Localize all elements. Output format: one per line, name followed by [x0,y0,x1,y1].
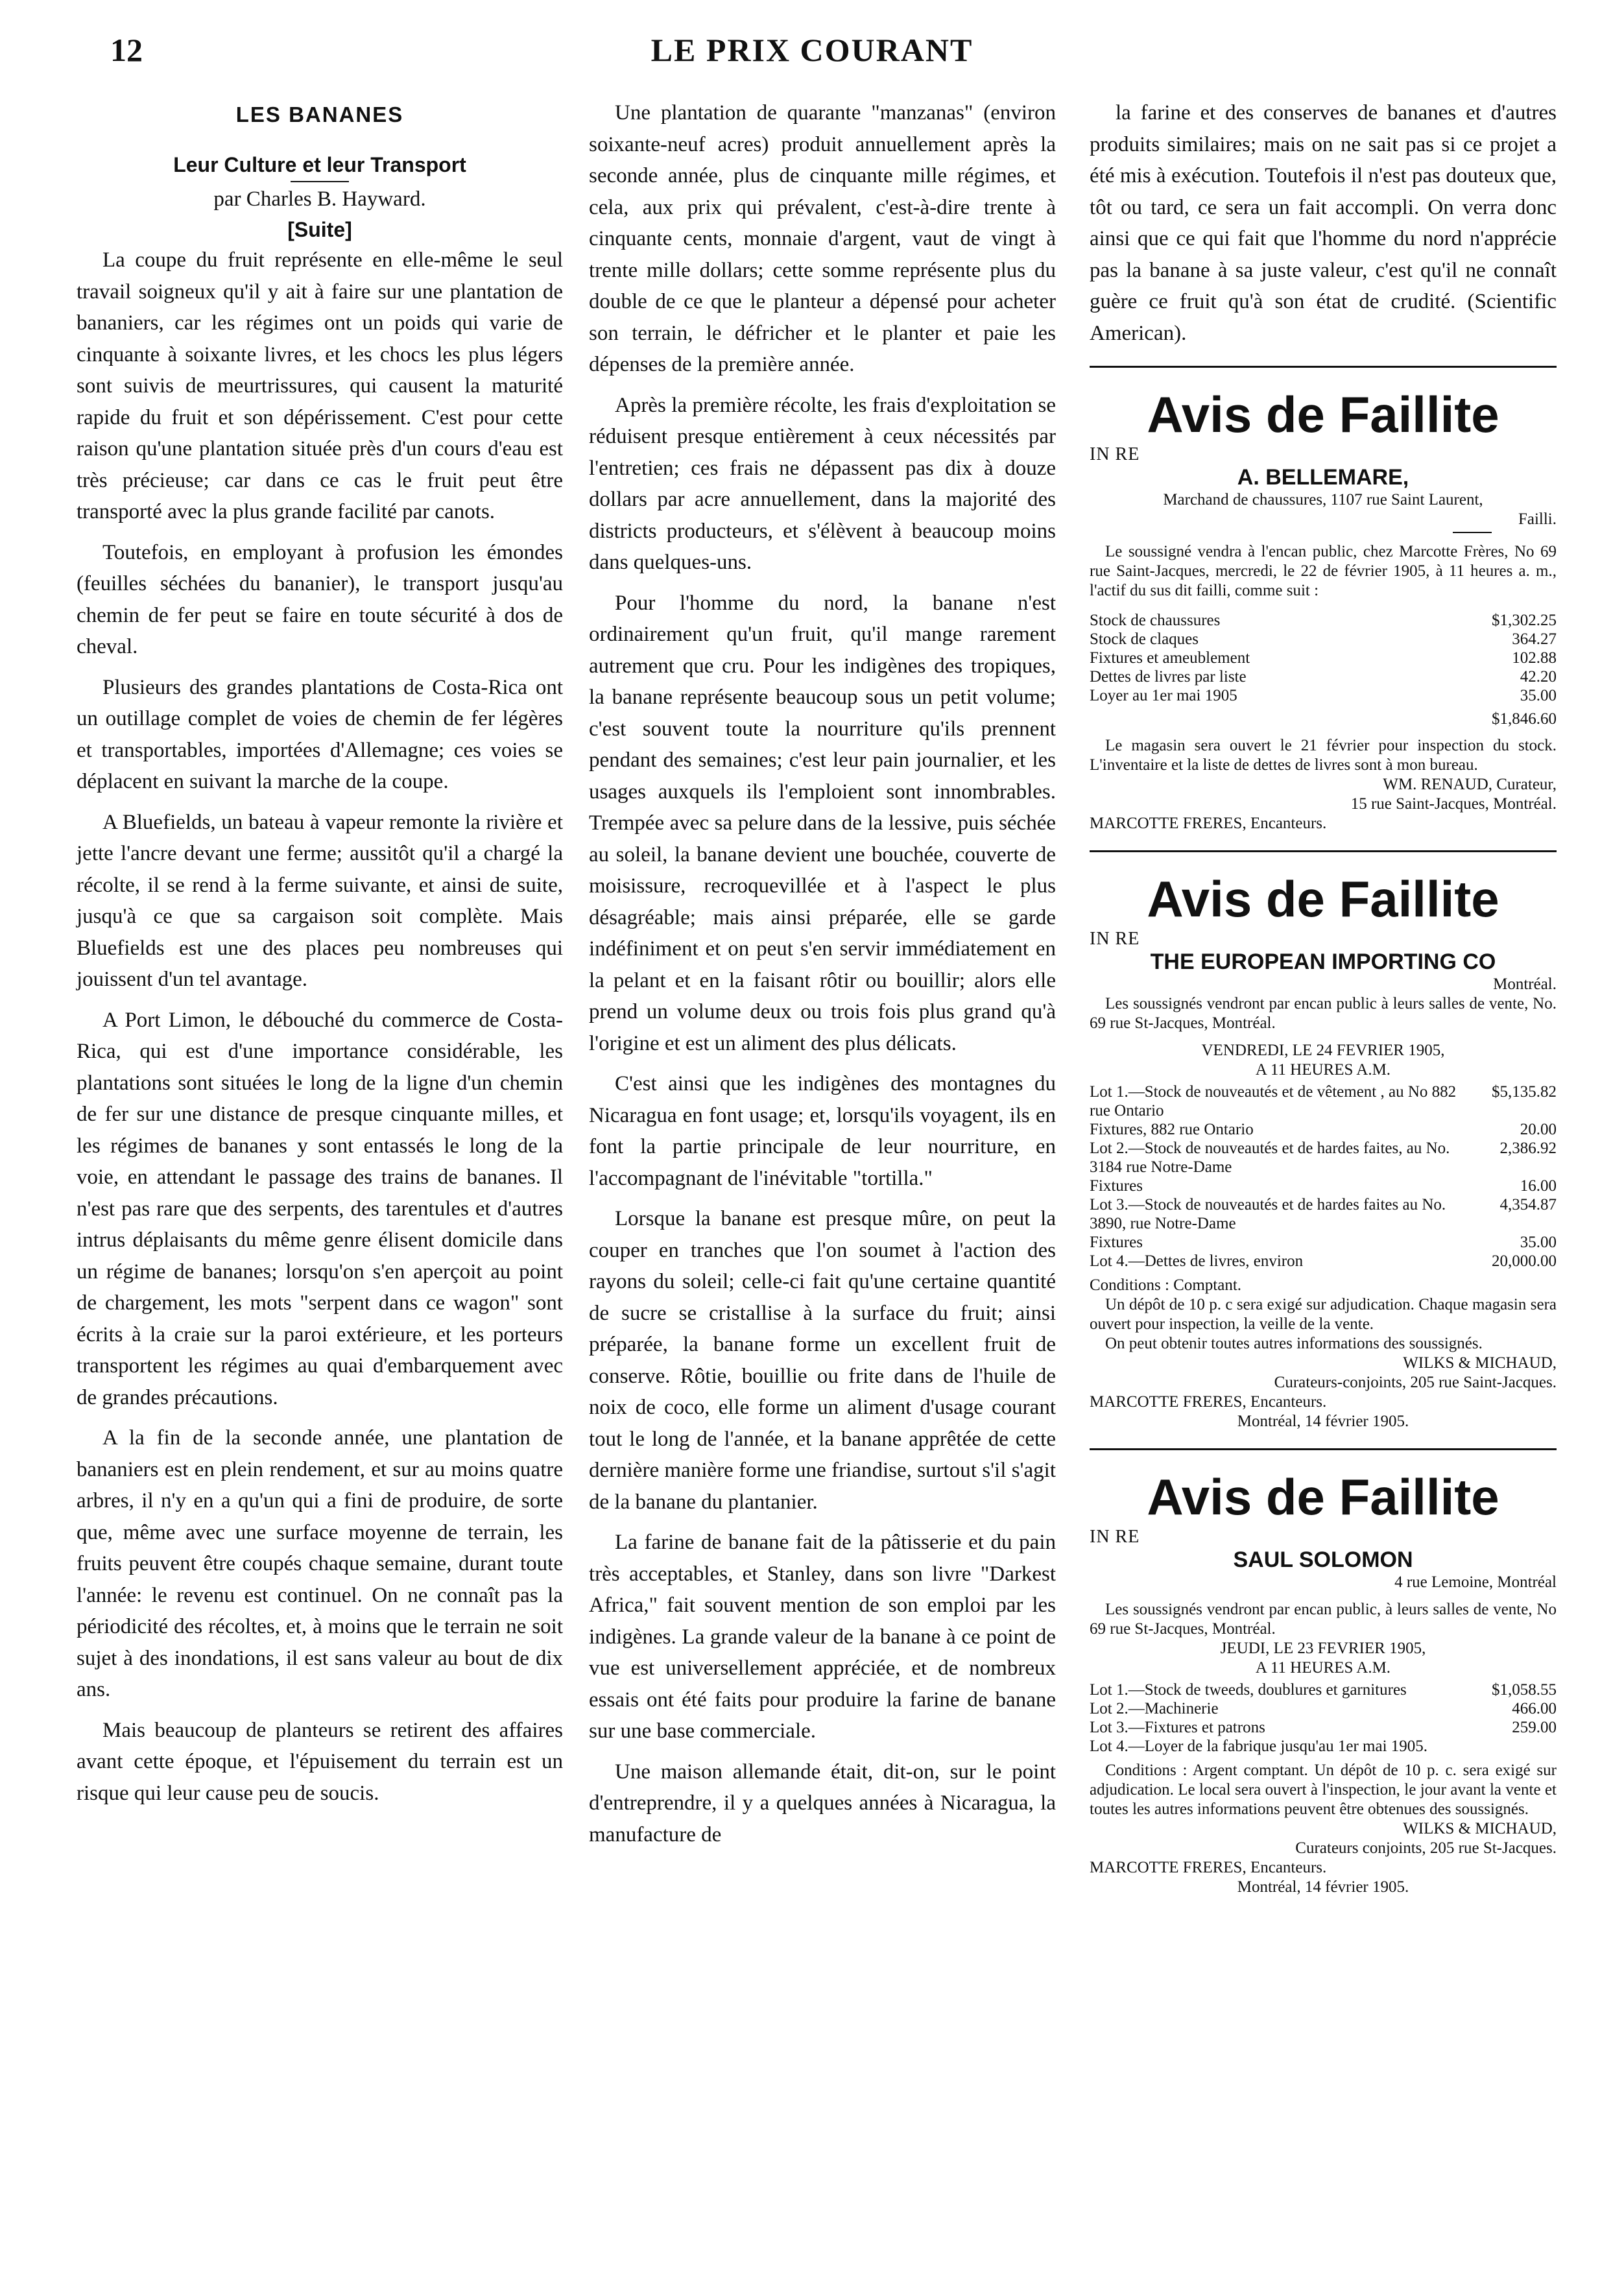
notice-curator: WILKS & MICHAUD, [1403,1354,1557,1372]
notice-dateline: Montréal, 14 février 1905. [1237,1413,1409,1430]
notice-in-re: IN RE [1090,929,1140,949]
paragraph: A Port Limon, le débouché du commerce de Costa-Rica, qui est d'une importance considérable, les plantations sont situées le long de la ligne d'un chemin de fer sur une distance de presque cinquante milles, et les régimes de bananes y sont entassés le long de la voie, en attendant le passage des trains de bananes. Il n'est pas rare que des serpents, des tarentules et d'autres intrus déplaisants du même genre élisent domicile dans un régime de bananes; lorsqu'on s'en aperçoit au point de chargement, les mots "serpent dans ce wagon" sont écrits à la craie sur la paroi extérieure, et les porteurs transportent les régimes au quai d'embarquement avec de grandes précautions. [77,1008,563,1409]
notice-status: Failli. [1518,510,1557,528]
section-divider [1090,1448,1557,1450]
paragraph: La farine de banane fait de la pâtisserie et du pain très acceptables, et Stanley, dans son livre "Darkest Africa," fait souvent mention de son emploi par les indigènes. La grande valeur de la banane à ce point de vue est universellement appréciée, et de nombreux essais ont été faits pour produire la farine de banane sur une base commerciale. [589,1531,1056,1743]
article-continued: [Suite] [287,218,352,241]
paragraph: Mais beaucoup de planteurs se retirent des affaires avant cette époque, et l'épuisement du terrain est un risque qui leur cause peu de soucis. [77,1718,563,1805]
notice-title: Avis de Faillite [1147,1468,1499,1525]
notice-conditions: Conditions : Argent comptant. Un dépôt de 10 p. c. sera exigé sur adjudication. Le local sera ouvert à l'inspection, le jour avant la vente et toutes les autres informations peuvent être obtenues des soussignés. [1090,1762,1557,1818]
paragraph: Après la première récolte, les frais d'exploitation se réduisent presque entièrement à ceux nécessités par l'entretien; ces frais ne dépassent pas dix à douze dollars par acre annuellement, dans la majorité des districts producteurs, et s'élèvent à beaucoup moins dans quelques-uns. [589,393,1056,574]
sale-time: A 11 HEURES A.M. [1255,1061,1391,1079]
lot-row: Lot 2.—Machinerie 466.00 [1090,1700,1557,1717]
notice-rule [1453,532,1492,533]
paragraph: Une maison allemande était, dit-on, sur le point d'entreprendre, il y a quelques années à Nicaragua, la manufacture de [589,1760,1056,1846]
paragraph: A Bluefields, un bateau à vapeur remonte la rivière et jette l'ancre devant une ferme; aussitôt qu'il a chargé la récolte, il se rend à la ferme suivante, et ainsi de suite, jusqu'à ce que sa cargaison soit complète. Mais Bluefields est une des places peu nombreuses qui jouissent d'un tel avantage. [77,810,563,991]
paragraph: La coupe du fruit représente en elle-même le seul travail soigneux qu'il y ait à faire sur une plantation de bananiers, car les régimes ont un poids qui varie de cinquante à soixante livres, et les chocs les plus légers sont suivis de meurtrissures, qui causent la maturité rapide du fruit et son dépérissement. C'est pour cette raison qu'une plantation située près d'un cours d'eau est très précieuse; car dans ce cas le fruit peut être transporté avec la plus grande facilité par canots. [77,248,563,523]
paragraph: A la fin de la seconde année, une plantation de bananiers est en plein rendement, et sur au moins quatre arbres, il n'y en a qu'un qui a fini de produire, de sorte que, même avec une surface moyenne de terrain, les fruits peuvent être coupés chaque semaine, durant toute l'année: le revenu est continuel. On ne connaît pas la périodicité des récoltes, et, à moins que le terrain ne soit sujet à des inondations, il est sans valeur au bout de dix ans. [77,1426,563,1701]
section-divider [1090,366,1557,368]
sale-date: JEUDI, LE 23 FEVRIER 1905, [1220,1640,1426,1657]
paragraph: Toutefois, en employant à profusion les émondes (feuilles séchées du bananier), le transport jusqu'au chemin de fer peut se faire en toute sécurité à dos de cheval. [77,540,563,658]
section-divider [1090,850,1557,852]
lot-row: Lot 3.—Stock de nouveautés et de hardes faites au No. 3890, rue Notre-Dame 4,354.87 [1090,1196,1557,1232]
notice-in-re: IN RE [1090,1527,1140,1547]
notice-deposit: Un dépôt de 10 p. c sera exigé sur adjudication. Chaque magasin sera ouvert pour inspection, la veille de la vente. [1090,1296,1557,1333]
notice-auctioneer: MARCOTTE FRERES, Encanteurs. [1090,815,1327,832]
notice-debtor: SAUL SOLOMON [1233,1547,1413,1572]
notice-curator: WM. RENAUD, Curateur, [1383,776,1557,793]
paragraph: la farine et des conserves de bananes et d'autres produits similaires; mais on ne sait pas si ce projet a été mis à exécution. Toutefois il n'est pas douteux que, tôt ou tard, ce sera un fait accompli. On verra donc ainsi que ce qui fait que l'homme du nord n'apprécie pas la banane à sa juste valeur, c'est qu'il ne connaît guère ce fruit qu'à son état de crudité. (Scientific American). [1090,101,1557,345]
paragraph: Une plantation de quarante "manzanas" (environ soixante-neuf acres) produit annuellement après la seconde année, plus de cinquante mille régimes, et cela, aux prix qui prévalent, c'est-à-dire trente à cinquante cents, monnaie d'argent, vaut de vingt à trente mille dollars; cette somme représente plus du double de ce que le planteur a dépensé pour acheter son terrain, le défricher et le planter et paie les dépenses de la première année. [589,101,1056,376]
notice-debtor: THE EUROPEAN IMPORTING CO [1150,950,1496,974]
notice-title: Avis de Faillite [1147,386,1499,443]
notice-dateline: Montréal, 14 février 1905. [1237,1878,1409,1896]
lot-row: Loyer au 1er mai 1905 35.00 [1090,687,1557,704]
lot-row: Fixtures et ameublement 102.88 [1090,649,1557,667]
notice-note: Le magasin sera ouvert le 21 février pour inspection du stock. L'inventaire et la liste de dettes de livres sont à mon bureau. [1090,737,1557,774]
paragraph: Lorsque la banane est presque mûre, on peut la couper en tranches que l'on soumet à l'action des rayons du soleil; celle-ci fait qu'une certaine quantité de sucre se cristallise à la surface du fruit; ainsi préparée, la banane forme un excellent fruit de conserve. Rôtie, bouillie ou frite dans de l'huile de noix de coco, elle forme un aliment d'usage courant tout le long de l'année, et la banane apprêtée de cette dernière manière forme une friandise, surtout s'il s'agit de la banane du plantanier. [589,1207,1056,1514]
lot-table [1090,1082,1557,1271]
bankruptcy-notice [1090,869,1557,1431]
article-title: LES BANANES [235,102,404,126]
notice-curator: WILKS & MICHAUD, [1403,1820,1557,1837]
sale-time: A 11 HEURES A.M. [1255,1659,1391,1677]
lot-total: $1,846.60 [1492,710,1557,728]
notice-place: Montréal. [1493,975,1557,993]
notice-intro: Les soussignés vendront par encan public, à leurs salles de vente, No 69 rue St-Jacques, Montréal. [1090,1601,1557,1638]
notice-auctioneer: MARCOTTE FRERES, Encanteurs. [1090,1393,1327,1411]
paragraph: Pour l'homme du nord, la banane n'est ordinairement qu'un fruit, qu'il mange rarement autrement que cru. Pour les indigènes des tropiques, la banane représente beaucoup sous un petit volume; c'est souvent toute la nourriture qu'ils prennent pendant des semaines; c'est leur pain journalier, et les usages auxquels ils l'emploient sont innombrables. Trempée avec sa pelure dans de la lessive, puis séchée au soleil, la banane devient une bouchée, couverte de moisissure, recroquevillée et à l'aspect le plus désagréable; mais ainsi préparée, elle se garde indéfiniment et on peut s'en servir immédiatement en la pelant et en la faisant rôtir ou bouillir; alors elle prend un volume deux ou trois fois plus grand qu'à l'origine et est un aliment des plus délicats. [589,591,1056,1055]
notice-intro: Le soussigné vendra à l'encan public, chez Marcotte Frères, No 69 rue Saint-Jacques, mercredi, le 22 de février 1905, à 11 heures a. m., l'actif du sus dit failli, comme suit : [1090,543,1557,599]
paragraph: Plusieurs des grandes plantations de Costa-Rica ont un outillage complet de voies de chemin de fer légères et transportables, importées d'Allemagne; ces voies se déplacent en suivant la marche de la coupe. [77,675,563,793]
notice-auctioneer: MARCOTTE FRERES, Encanteurs. [1090,1859,1327,1876]
notice-title: Avis de Faillite [1147,870,1499,927]
title-rule [291,181,349,182]
lot-row: Stock de chaussures $1,302.25 [1090,612,1557,629]
notice-conditions: Conditions : Comptant. [1090,1276,1242,1294]
notice-in-re: IN RE [1090,444,1140,464]
lot-row: Lot 4.—Loyer de la fabrique jusqu'au 1er mai 1905. [1090,1738,1428,1755]
notice-place: 4 rue Lemoine, Montréal [1394,1573,1557,1591]
notice-debtor: A. BELLEMARE, [1237,465,1409,490]
lot-table [1090,611,1557,705]
lot-row: Lot 3.—Fixtures et patrons 259.00 [1090,1719,1557,1736]
notices-column [1090,97,1557,1897]
lot-row: Lot 2.—Stock de nouveautés et de hardes faites, au No. 3184 rue Notre-Dame 2,386.92 [1090,1140,1557,1176]
notice-business: Marchand de chaussures, 1107 rue Saint Laurent, [1163,491,1483,508]
bankruptcy-notice [1090,1467,1557,1897]
lot-row: Lot 1.—Stock de tweeds, doublures et garnitures $1,058.55 [1090,1681,1557,1699]
journal-title: LE PRIX COURANT [651,32,973,68]
notice-curator-address: 15 rue Saint-Jacques, Montréal. [1350,795,1557,813]
article-column-1 [77,97,563,1818]
article-column-2 [589,97,1056,1859]
sale-date: VENDREDI, LE 24 FEVRIER 1905, [1201,1042,1445,1059]
lot-row: Dettes de livres par liste 42.20 [1090,668,1557,686]
notice-curator-address: Curateurs conjoints, 205 rue St-Jacques. [1295,1839,1557,1857]
lot-table [1090,1680,1557,1756]
article-author: par Charles B. Hayward. [213,187,426,211]
lot-row: Fixtures, 882 rue Ontario 20.00 [1090,1121,1557,1138]
paragraph: C'est ainsi que les indigènes des montagnes du Nicaragua en font usage; et, lorsqu'ils voyagent, ils en font la partie principale de leur nourriture, en l'accompagnant de l'inévitable "tortilla." [589,1072,1056,1190]
notice-intro: Les soussignés vendront par encan public à leurs salles de vente, No. 69 rue St-Jacques, Montréal. [1090,995,1557,1032]
notice-info: On peut obtenir toutes autres informations des soussignés. [1105,1335,1483,1352]
lot-row: Fixtures 16.00 [1090,1177,1557,1195]
lot-row: Lot 4.—Dettes de livres, environ 20,000.00 [1090,1252,1557,1270]
lot-row: Fixtures 35.00 [1090,1234,1557,1251]
article-subtitle: Leur Culture et leur Transport [173,153,466,176]
lot-row: Stock de claques 364.27 [1090,630,1557,648]
lot-row: Lot 1.—Stock de nouveautés et de vêtement , au No 882 rue Ontario $5,135.82 [1090,1083,1557,1119]
page-number: 12 [110,32,143,68]
notice-curator-address: Curateurs-conjoints, 205 rue Saint-Jacques. [1274,1374,1557,1391]
bankruptcy-notice [1090,385,1557,833]
